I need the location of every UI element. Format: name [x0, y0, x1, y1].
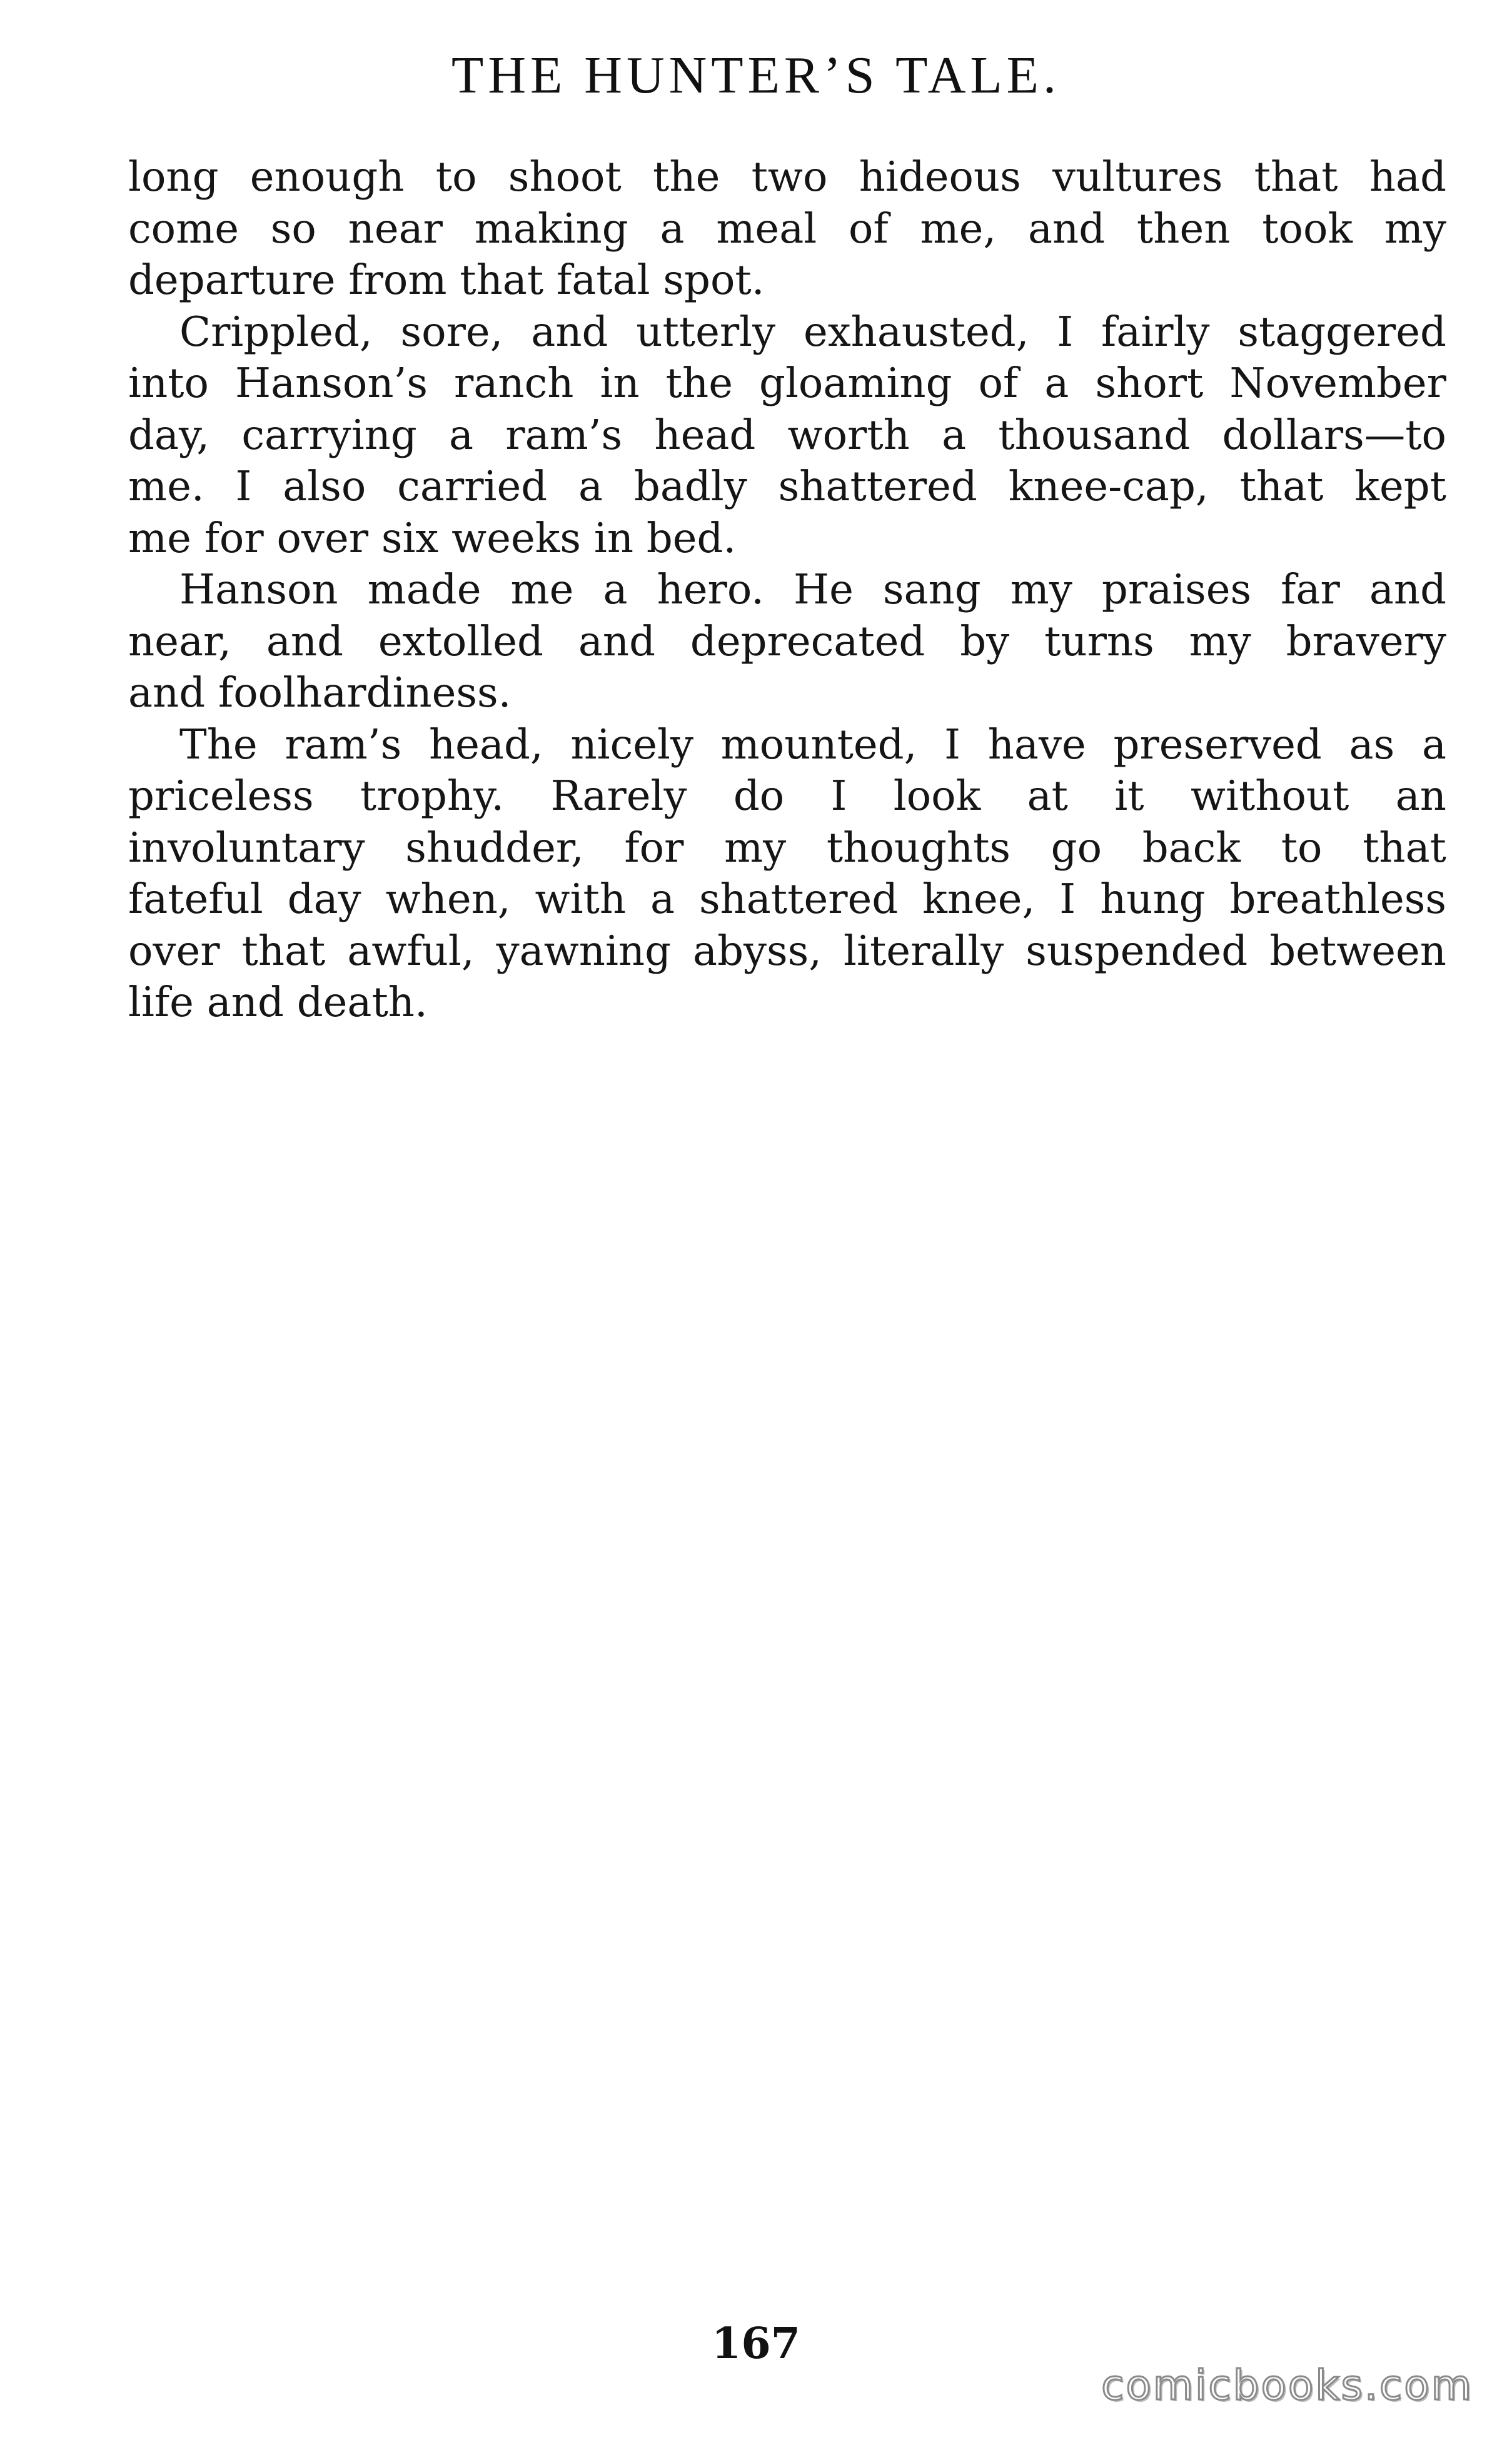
watermark: comicbooks.com [1101, 2361, 1473, 2409]
text-line: into Hanson’s ranch in the gloaming of a short November [128, 360, 1446, 407]
text-line: long enough to shoot the two hideous vultures that had [128, 153, 1446, 201]
text-line: The ram’s head, nicely mounted, I have preserved as a [179, 720, 1446, 769]
text-line: over that awful, yawning abyss, literally suspended between [128, 927, 1446, 975]
text-line: day, carrying a ram’s head worth a thousand dollars—to [128, 411, 1446, 459]
text-line: me for over six weeks in bed. [128, 514, 737, 562]
running-head-title: THE HUNTER’S TALE. [451, 46, 1061, 104]
body-text [128, 151, 1446, 1029]
text-line: involuntary shudder, for my thoughts go back to that [128, 824, 1446, 872]
text-line: life and death. [128, 979, 428, 1026]
text-line: come so near making a meal of me, and then took my [128, 204, 1446, 253]
text-line: Crippled, sore, and utterly exhausted, I fairly staggered [179, 308, 1446, 356]
text-line: departure from that fatal spot. [128, 256, 765, 304]
page-number: 167 [712, 2319, 800, 2369]
text-line: Hanson made me a hero. He sang my praises far and [179, 566, 1446, 613]
text-line: priceless trophy. Rarely do I look at it without an [128, 772, 1446, 820]
text-line: me. I also carried a badly shattered knee-cap, that kept [128, 463, 1446, 510]
text-line: fateful day when, with a shattered knee, I hung breathless [128, 875, 1446, 923]
text-line: and foolhardiness. [128, 669, 512, 717]
text-line: near, and extolled and deprecated by turns my bravery [128, 617, 1446, 665]
